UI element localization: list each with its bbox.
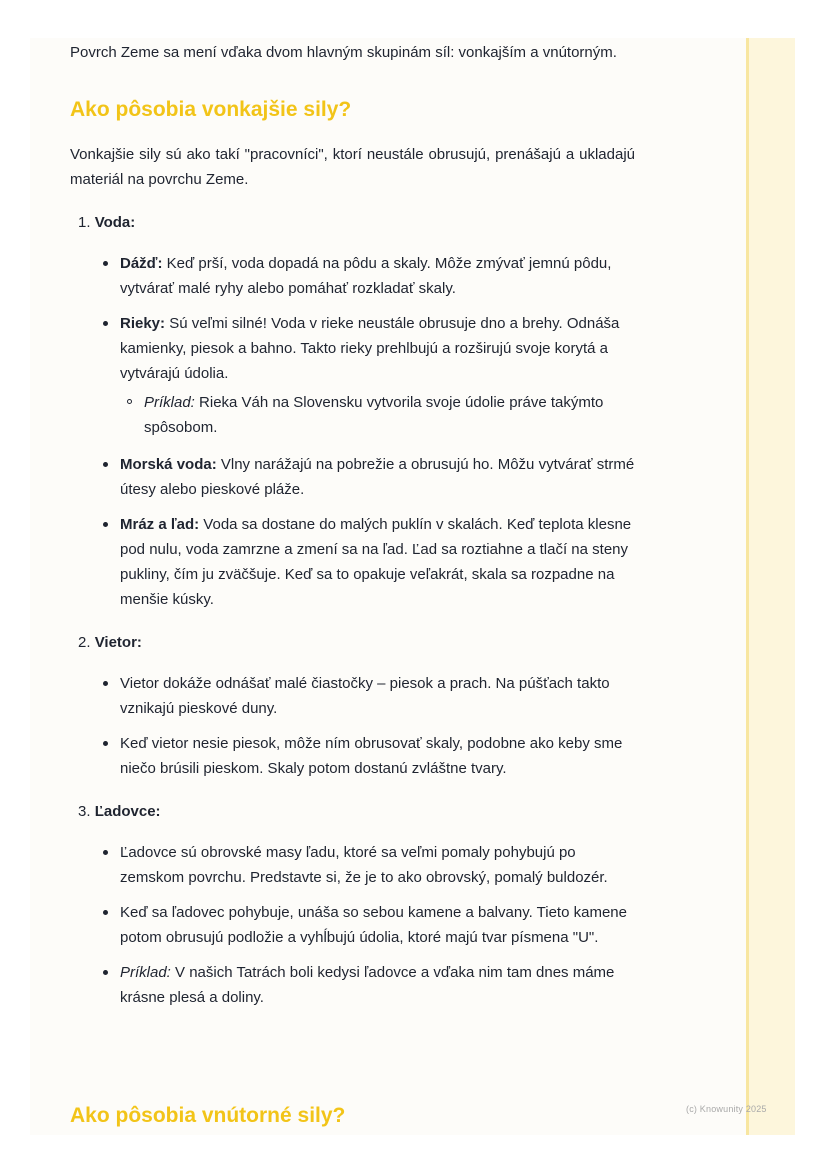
item-title-water: Voda: <box>94 214 136 231</box>
section-heading-external-forces: Ako pôsobia vonkajšie sily? <box>70 98 352 121</box>
forces-list <box>70 210 635 1010</box>
bullet-rain <box>120 251 635 301</box>
bullet-label: Morská voda: <box>120 456 217 473</box>
section-heading-internal-forces: Ako pôsobia vnútorné sily? <box>70 1104 346 1127</box>
bullet-text: Voda sa dostane do malých puklín v skalách. Keď teplota klesne pod nulu, voda zamrzne a zmení sa na ľad. Ľad sa roztiahne a tlačí na steny pukliny, čím ju zväčšuje. Keď sa to opakuje veľakrát, skala sa rozpadne na menšie kúsky. <box>120 516 632 608</box>
rivers-sub-list <box>120 390 635 440</box>
bullet-glacier-masses: Ľadovce sú obrovské masy ľadu, ktoré sa veľmi pomaly pohybujú po zemskom povrchu. Predstavte si, že je to ako obrovský, pomalý buldozér. <box>120 840 635 890</box>
item-number: 3. <box>78 803 91 820</box>
example-text: Rieka Váh na Slovensku vytvorila svoje údolie práve takýmto spôsobom. <box>144 394 604 436</box>
glacier-bullets <box>70 840 635 1010</box>
bullet-label: Mráz a ľad: <box>120 516 200 533</box>
item-number: 2. <box>78 634 91 651</box>
bullet-glacier-valleys: Keď sa ľadovec pohybuje, unáša so sebou kamene a balvany. Tieto kamene potom obrusujú podložie a vyhĺbujú údolia, ktoré majú tvar písmena "U". <box>120 900 635 950</box>
bullet-wind-erosion: Keď vietor nesie piesok, môže ním obrusovať skaly, podobne ako keby sme niečo brúsili pieskom. Skaly potom dostanú zvláštne tvary. <box>120 731 635 781</box>
bullet-frost-ice <box>120 512 635 612</box>
list-item-water <box>70 210 635 612</box>
water-bullets <box>70 251 635 612</box>
bullet-glacier-example <box>120 960 635 1010</box>
document-content <box>70 40 635 1028</box>
example-label: Príklad: <box>144 394 195 411</box>
bullet-sea-water <box>120 452 635 502</box>
bullet-wind-transport: Vietor dokáže odnášať malé čiastočky – piesok a prach. Na púšťach takto vznikajú pieskové duny. <box>120 671 635 721</box>
example-text: V našich Tatrách boli kedysi ľadovce a vďaka nim tam dnes máme krásne plesá a doliny. <box>120 964 615 1006</box>
page-sidebar-stripe <box>746 38 795 1135</box>
list-item-glaciers <box>70 799 635 1010</box>
item-title-wind: Vietor: <box>94 634 142 651</box>
item-title-glaciers: Ľadovce: <box>94 803 161 820</box>
bullet-rivers <box>120 311 635 440</box>
wind-bullets <box>70 671 635 781</box>
list-item-wind <box>70 630 635 781</box>
sub-bullet-example <box>144 390 635 440</box>
bullet-text: Sú veľmi silné! Voda v rieke neustále obrusuje dno a brehy. Odnáša kamienky, piesok a bahno. Takto rieky prehlbujú a rozširujú svoje korytá a vytvárajú údolia. <box>120 315 620 382</box>
list-item-title <box>70 210 635 235</box>
copyright-watermark: (c) Knowunity 2025 <box>686 1104 767 1114</box>
intro-paragraph: Povrch Zeme sa mení vďaka dvom hlavným skupinám síl: vonkajším a vnútorným. <box>70 44 617 61</box>
bullet-label: Rieky: <box>120 315 166 332</box>
item-number: 1. <box>78 214 91 231</box>
section-lead-paragraph: Vonkajšie sily sú ako takí "pracovníci", ktorí neustále obrusujú, prenášajú a ukladajú materiál na povrchu Zeme. <box>70 146 635 188</box>
list-item-title <box>70 630 635 655</box>
bullet-text: Keď prší, voda dopadá na pôdu a skaly. Môže zmývať jemnú pôdu, vytvárať malé ryhy alebo pomáhať rozkladať skaly. <box>120 255 612 297</box>
bullet-text: Vlny narážajú na pobrežie a obrusujú ho. Môžu vytvárať strmé útesy alebo pieskové pláže. <box>120 456 635 498</box>
bullet-label: Dážď: <box>120 255 163 272</box>
list-item-title <box>70 799 635 824</box>
example-label: Príklad: <box>120 964 171 981</box>
